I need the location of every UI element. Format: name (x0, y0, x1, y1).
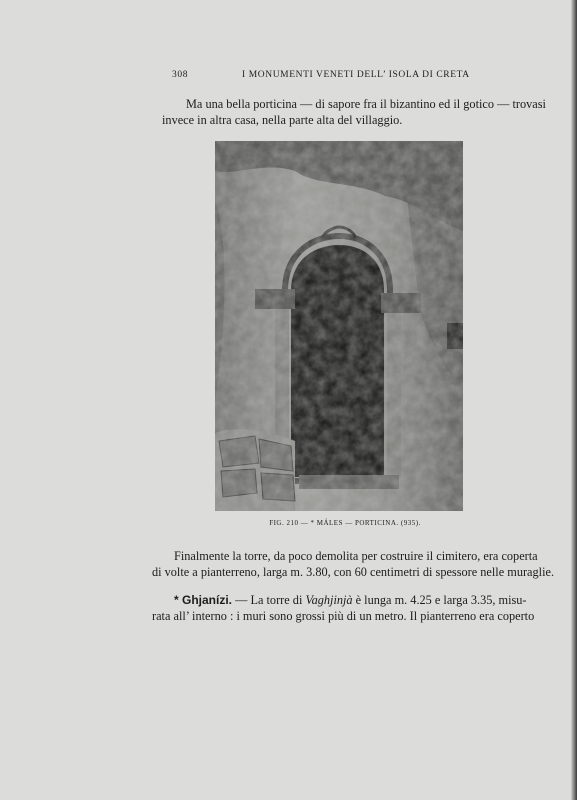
paragraph-ghjanizi (152, 592, 535, 624)
paragraph-torre (152, 548, 555, 580)
text-line: Ma una bella porticina — di sapore fra il bizantino ed il gotico — trovasi (186, 97, 546, 111)
page-number: 308 (172, 70, 189, 80)
text-line: invece in altra casa, nella parte alta del villaggio. (162, 113, 403, 127)
running-title: I MONUMENTI VENETI DELL’ ISOLA DI CRETA (242, 70, 470, 80)
doorway-photograph (215, 141, 463, 511)
text-segment: — La torre di (232, 593, 306, 607)
text-line: rata all’ interno : i muri sono grossi più di un metro. Il pianterreno era coperto (152, 609, 535, 623)
text-segment: è lunga m. 4.25 e larga 3.35, misu- (352, 593, 527, 607)
running-header (172, 70, 470, 84)
entry-heading: * Ghjanízi. (174, 593, 233, 607)
text-line: di volte a pianterreno, larga m. 3.80, con 60 centimetri di spessore nelle muraglie. (152, 565, 555, 579)
text-line (152, 592, 527, 608)
page-edge (571, 0, 577, 800)
doorway-photo-svg (215, 141, 463, 511)
text-line: Finalmente la torre, da poco demolita per costruire il cimitero, era coperta (174, 549, 538, 563)
paragraph-porticina (162, 96, 546, 128)
place-name: Vaghjinjà (305, 593, 353, 607)
figure-caption: FIG. 210 — * MÁLES — PORTICINA. (935). (269, 519, 421, 527)
